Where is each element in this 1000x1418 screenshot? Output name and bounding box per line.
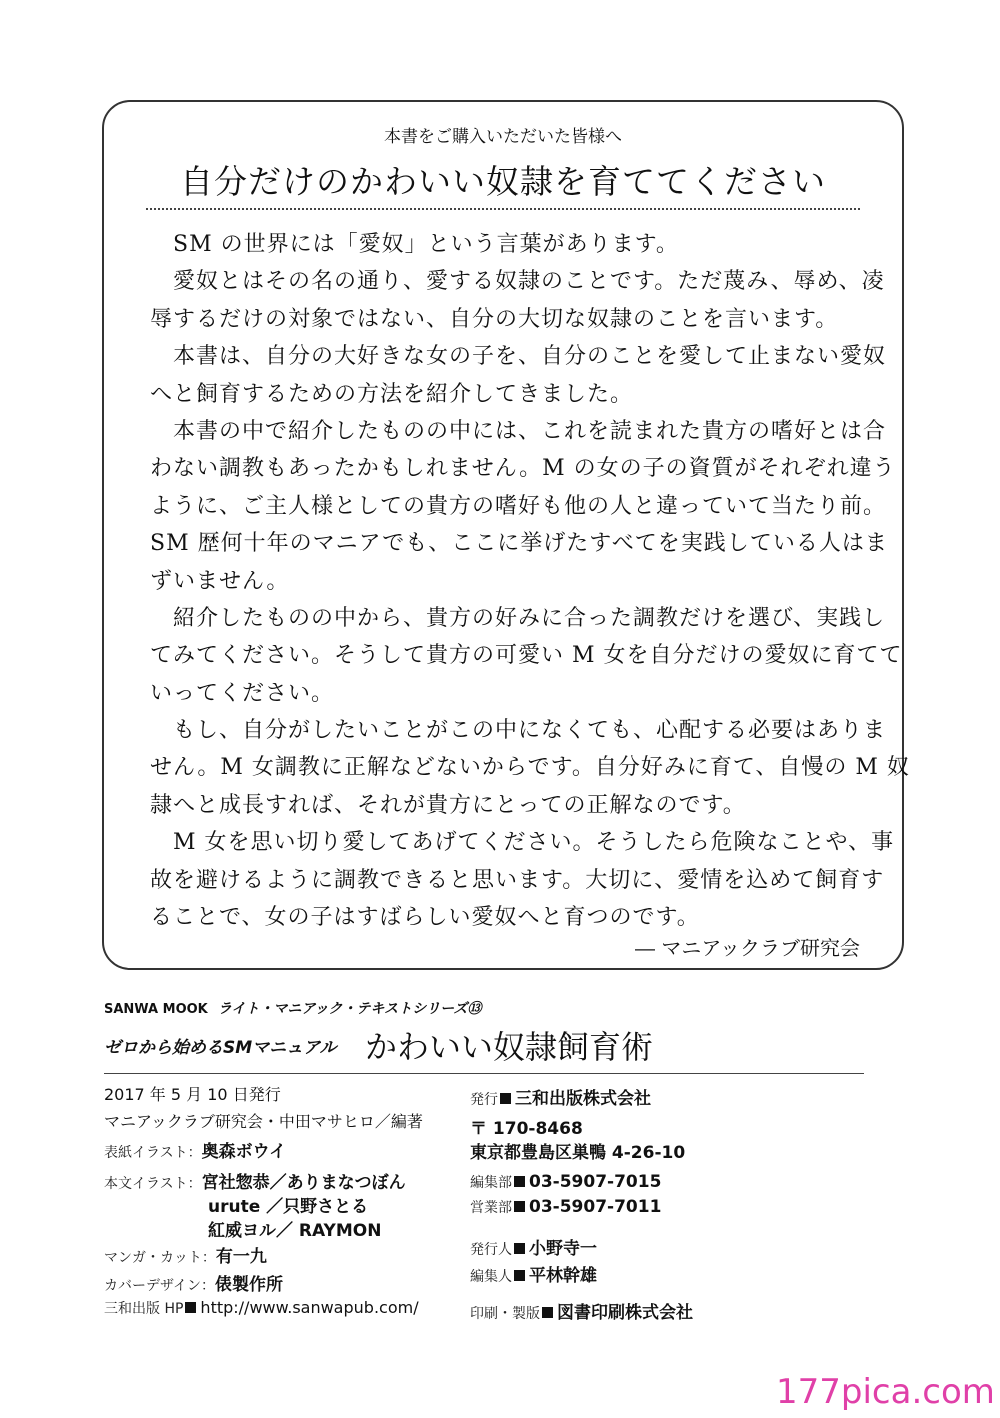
manga-credit	[104, 1242, 267, 1267]
printer-label: 印刷・製版	[470, 1306, 540, 1322]
cover-illustration-credit	[104, 1137, 286, 1162]
body-line: へと飼育するための方法を紹介してきました。	[150, 381, 634, 407]
sales-phone	[470, 1197, 661, 1217]
body-line: ように、ご主人様としての貴方の嗜好も他の人と違っていて当たり前。	[150, 493, 887, 519]
bullet-square-icon	[500, 1093, 511, 1104]
dotted-divider	[146, 208, 860, 210]
watermark: 177pica.com	[776, 1372, 995, 1412]
bullet-square-icon	[542, 1307, 553, 1318]
series-name: ライト・マニアック・テキストシリーズ⑬	[217, 1001, 482, 1017]
publisher-name: 三和出版株式会社	[515, 1089, 651, 1109]
body-line: 本書は、自分の大好きな女の子を、自分のことを愛して止まない愛奴	[150, 344, 887, 370]
body-line: 愛奴とはその名の通り、愛する奴隷のことです。ただ蔑み、辱め、凌	[150, 269, 885, 295]
editorial-tel: 03-5907-7015	[529, 1172, 662, 1192]
body-line: てみてください。そうして貴方の可愛い M 女を自分だけの愛奴に育てて	[150, 643, 903, 669]
notice-title: 自分だけのかわいい奴隷を育ててください	[180, 162, 826, 201]
cover-label: 表紙イラスト：	[104, 1145, 202, 1161]
postal-code: 〒 170-8468	[470, 1119, 583, 1139]
body-line: 辱するだけの対象ではない、自分の大切な奴隷のことを言います。	[150, 306, 839, 332]
body-line: せん。M 女調教に正解などないからです。自分好みに育て、自慢の M 奴	[150, 755, 910, 781]
design-credit	[104, 1270, 283, 1295]
publisher-person-line	[470, 1234, 597, 1259]
homepage-line	[104, 1298, 419, 1318]
body-line: 本書の中で紹介したものの中には、これを読まれた貴方の嗜好とは合	[150, 418, 887, 444]
body-line: いってください。	[150, 680, 335, 706]
book-title: かわいい奴隷飼育術	[365, 1028, 654, 1066]
manga-label: マンガ・カット：	[104, 1250, 216, 1266]
mook-label: SANWA MOOK	[104, 1002, 208, 1017]
body-line: 故を避けるように調教できると思います。大切に、愛情を込めて飼育す	[150, 867, 885, 893]
editor-person-line	[470, 1261, 597, 1286]
text-illustration-value: 宮社惣恭／ありまなつぼん	[201, 1173, 406, 1193]
editorial-phone	[470, 1172, 661, 1192]
editor-person-label: 編集人	[470, 1269, 512, 1285]
body-line: ずいません。	[150, 568, 290, 594]
notice-box	[102, 100, 910, 970]
editor-person: 平林幹雄	[529, 1266, 597, 1286]
bullet-square-icon	[514, 1270, 525, 1281]
editor-credit: マニアックラブ研究会・中田マサヒロ／編著	[104, 1112, 423, 1131]
homepage-label: 三和出版 HP	[104, 1301, 184, 1317]
publisher-person: 小野寺一	[529, 1239, 597, 1259]
notice-body	[150, 226, 910, 936]
printer-line	[470, 1298, 693, 1323]
body-line: M 女を思い切り愛してあげてください。そうしたら危険なことや、事	[150, 830, 895, 856]
body-line: わない調教もあったかもしれません。M の女の子の資質がそれぞれ違う	[150, 456, 896, 482]
text-illustration-value: 紅威ヨル／ RAYMON	[208, 1221, 382, 1241]
publisher-label: 発行	[470, 1092, 498, 1108]
sales-label: 営業部	[470, 1200, 512, 1216]
bullet-square-icon	[185, 1302, 196, 1313]
publish-date: 2017 年 5 月 10 日発行	[104, 1085, 281, 1104]
body-line: 紹介したものの中から、貴方の好みに合った調教だけを選び、実践し	[150, 605, 886, 631]
body-line: ることで、女の子はすばらしい愛奴へと育つのです。	[150, 905, 700, 931]
publisher-person-label: 発行人	[470, 1242, 512, 1258]
signature: ― マニアックラブ研究会	[635, 936, 860, 960]
colophon-divider	[104, 1073, 864, 1074]
address: 東京都豊島区巣鴨 4-26-10	[470, 1143, 686, 1163]
body-line: SM 歴何十年のマニアでも、ここに挙げたすべてを実践している人はま	[150, 531, 888, 557]
body-line: 隷へと成長すれば、それが貴方にとっての正解なのです。	[150, 792, 746, 818]
bullet-square-icon	[514, 1201, 525, 1212]
editorial-label: 編集部	[470, 1175, 512, 1191]
homepage-url: http://www.sanwapub.com/	[200, 1298, 419, 1317]
body-line: もし、自分がしたいことがこの中になくても、心配する必要はありま	[150, 718, 887, 744]
text-illustration-credit	[104, 1168, 406, 1193]
book-subtitle: ゼロから始めるSMマニュアル	[104, 1038, 337, 1058]
text-illustration-value: urute ／只野さとる	[208, 1197, 369, 1217]
text-illustration-label: 本文イラスト：	[104, 1176, 202, 1192]
design-label: カバーデザイン：	[104, 1278, 216, 1294]
sales-tel: 03-5907-7011	[529, 1197, 662, 1217]
manga-value: 有一九	[215, 1247, 267, 1267]
printer-name: 図書印刷株式会社	[557, 1303, 693, 1323]
body-line: SM の世界には「愛奴」という言葉があります。	[150, 232, 679, 257]
bullet-square-icon	[514, 1176, 525, 1187]
design-value: 俵製作所	[215, 1275, 284, 1295]
publisher-line	[470, 1084, 651, 1109]
series-line	[104, 998, 481, 1018]
bullet-square-icon	[514, 1243, 525, 1254]
notice-greeting: 本書をご購入いただいた皆様へ	[384, 127, 622, 147]
cover-value: 奥森ボウイ	[201, 1142, 287, 1162]
